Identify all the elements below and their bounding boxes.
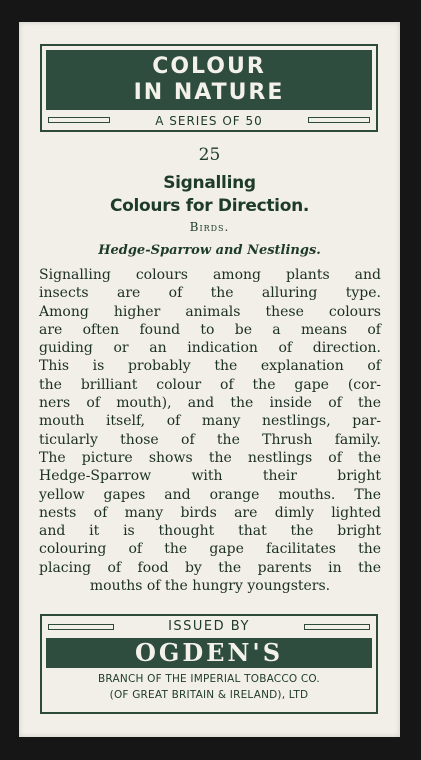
card-subject: Hedge-Sparrow and Nestlings.: [98, 243, 321, 258]
issued-by-label: ISSUED BY: [168, 619, 250, 634]
description-line: guiding or an indication of direction.: [39, 340, 381, 357]
description-line: yellow gapes and orange mouths. The: [39, 486, 381, 503]
footer-panel: [40, 614, 378, 714]
description-line: The picture shows the nestlings of the: [39, 449, 381, 466]
cigarette-card: [19, 22, 400, 737]
description-line: mouth itself, of many nestlings, par-: [39, 413, 381, 430]
card-number: 25: [198, 145, 221, 165]
card-description: [39, 266, 381, 595]
series-count: A SERIES OF 50: [155, 114, 263, 128]
description-line: are often found to be a means of: [39, 321, 381, 338]
header-panel: [40, 44, 378, 132]
series-count-row: [46, 113, 372, 129]
description-line: ticularly those of the Thrush family.: [39, 431, 381, 448]
header-band: [46, 50, 372, 110]
description-line: and it is thought that the bright: [39, 523, 381, 540]
series-title-line1: COLOUR: [152, 54, 266, 79]
description-line: placing of food by the parents in the: [39, 559, 381, 576]
description-line: Hedge-Sparrow with their bright: [39, 468, 381, 485]
description-line: the brilliant colour of the gape (cor-: [39, 376, 381, 393]
description-line: nests of many birds are dimly lighted: [39, 504, 381, 521]
company-line1: BRANCH OF THE IMPERIAL TOBACCO CO.: [98, 673, 320, 685]
brand-name: OGDEN'S: [46, 638, 372, 668]
issued-by-row: [46, 619, 372, 635]
description-line: insects are of the alluring type.: [39, 285, 381, 302]
description-line: This is probably the explanation of: [39, 358, 381, 375]
description-line: colouring of the gape facilitates the: [39, 541, 381, 558]
series-title-line2: IN NATURE: [133, 80, 285, 105]
company-line2: (OF GREAT BRITAIN & IRELAND), LTD: [109, 689, 309, 701]
decorative-rule-left: [48, 624, 114, 630]
description-line: ners of mouth), and the inside of the: [39, 395, 381, 412]
card-category: Birds.: [189, 220, 230, 234]
card-title-line2: Colours for Direction.: [109, 196, 310, 216]
decorative-rule-right: [308, 117, 370, 123]
decorative-rule-right: [304, 624, 370, 630]
description-line: mouths of the hungry youngsters.: [89, 578, 331, 595]
description-line: Signalling colours among plants and: [39, 267, 381, 283]
card-title-line1: Signalling: [163, 173, 256, 193]
decorative-rule-left: [48, 117, 110, 123]
description-line: Among higher animals these colours: [39, 303, 381, 320]
